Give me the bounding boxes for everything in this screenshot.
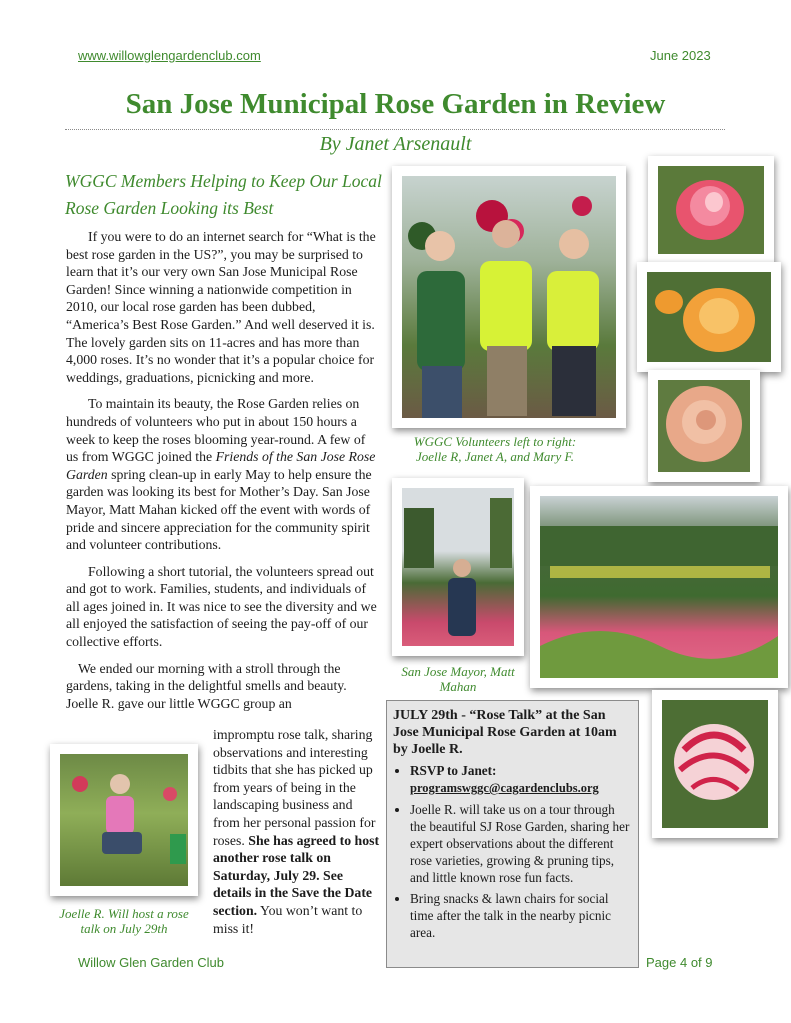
event-details-list: [393, 762, 632, 941]
tour-item: • Joelle R. will take us on a tour through the beautiful SJ Rose Garden, sharing her expert observations about the different rose varieties, growing & pruning tips, and little known rose fun facts.: [410, 801, 632, 886]
event-title: JULY 29th - “Rose Talk” at the San Jose Municipal Rose Garden at 10am by Joelle R.: [393, 708, 617, 757]
volunteers-photo-image: [402, 176, 616, 418]
paragraph-2: [66, 395, 379, 553]
snacks-item: • Bring snacks & lawn chairs for social time after the talk in the nearby picnic area.: [410, 890, 632, 941]
pink-rose-photo: [648, 156, 774, 264]
rsvp-label: RSVP to Janet:: [410, 763, 497, 778]
rose-talk-announcement: She has agreed to host another rose talk on Saturday, July 29. See details in the Save the Date section.: [213, 832, 380, 918]
paragraph-2-end: spring clean-up in early May to help ensure the garden was looking its best for Mother’s Day. San Jose Mayor, Matt Mahan kicked off the event with words of pride and sincere appreciation for the community spirit and volunteer contributions.: [66, 466, 372, 553]
yellow-rose-photo: [637, 262, 781, 372]
peach-rose-image: [658, 380, 750, 472]
footer-club-name: Willow Glen Garden Club: [78, 955, 224, 970]
article-body: [66, 228, 379, 712]
website-link[interactable]: www.willowglengardenclub.com: [78, 48, 261, 63]
volunteers-photo: [392, 166, 626, 428]
yellow-rose-image: [647, 272, 771, 362]
article-subhead: WGGC Members Helping to Keep Our Local Rose Garden Looking its Best: [65, 171, 382, 218]
paragraph-1: If you were to do an internet search for “What is the best rose garden in the US?”, you may be surprised to learn that it’s our very own San Jose Municipal Rose Garden! Since winning a nationwide competition in 2010, our local rose garden has been dubbed, “America’s Best Rose Garden.” And well deserved it is. The lovely garden sits on 11-acres and has more than 4,000 roses. It’s no wonder that it’s a popular choice for weddings, graduations, picnicking and more.: [66, 229, 376, 385]
friends-group-name: Friends of the San Jose Rose Garden: [66, 449, 376, 482]
mayor-caption: San Jose Mayor, Matt Mahan: [401, 664, 515, 694]
garden-crowd-photo: [530, 486, 788, 688]
paragraph-4-lead: We ended our morning with a stroll through the gardens, taking in the delightful smells and beauty. Joelle R. gave our little WGGC group an: [66, 660, 347, 711]
rsvp-email-link[interactable]: programswggc@cagardenclubs.org: [410, 781, 599, 795]
peach-rose-photo: [648, 370, 760, 482]
volunteers-caption: WGGC Volunteers left to right: Joelle R, Janet A, and Mary F.: [413, 434, 577, 464]
paragraph-4-end: You won’t want to miss it!: [213, 902, 363, 936]
joelle-caption: Joelle R. Will host a rose talk on July 29th: [59, 906, 189, 936]
garden-crowd-image: [540, 496, 778, 678]
paragraph-3: Following a short tutorial, the volunteers spread out and got to work. Families, students, and individuals of all ages joined in. It was nice to see the diversity and we all enjoyed the satisfaction of seeing the pay-off of our collective efforts.: [66, 563, 377, 650]
striped-rose-image: [662, 700, 768, 828]
joelle-photo: [50, 744, 198, 896]
mayor-photo: [392, 478, 524, 656]
byline: By Janet Arsenault: [319, 133, 472, 155]
paragraph-4-wrap: impromptu rose talk, sharing observations and interesting tidbits that she has picked up from years of being in the landscaping business and from her personal passion for roses.: [213, 727, 376, 848]
paragraph-4-continued: [213, 726, 381, 937]
title-divider: [65, 129, 725, 130]
joelle-photo-image: [60, 754, 188, 886]
paragraph-2-start: To maintain its beauty, the Rose Garden relies on hundreds of volunteers who put in about 150 hours a week to keep the roses blooming year-round. A few of us from WGGC joined the: [66, 396, 366, 465]
striped-rose-photo: [652, 690, 778, 838]
rsvp-item: [410, 762, 632, 797]
page-number: Page 4 of 9: [646, 955, 713, 970]
mayor-photo-image: [402, 488, 514, 646]
page-title: San Jose Municipal Rose Garden in Review: [125, 88, 666, 120]
issue-date: June 2023: [650, 48, 711, 63]
save-the-date-box: [386, 700, 639, 968]
pink-rose-image: [658, 166, 764, 254]
